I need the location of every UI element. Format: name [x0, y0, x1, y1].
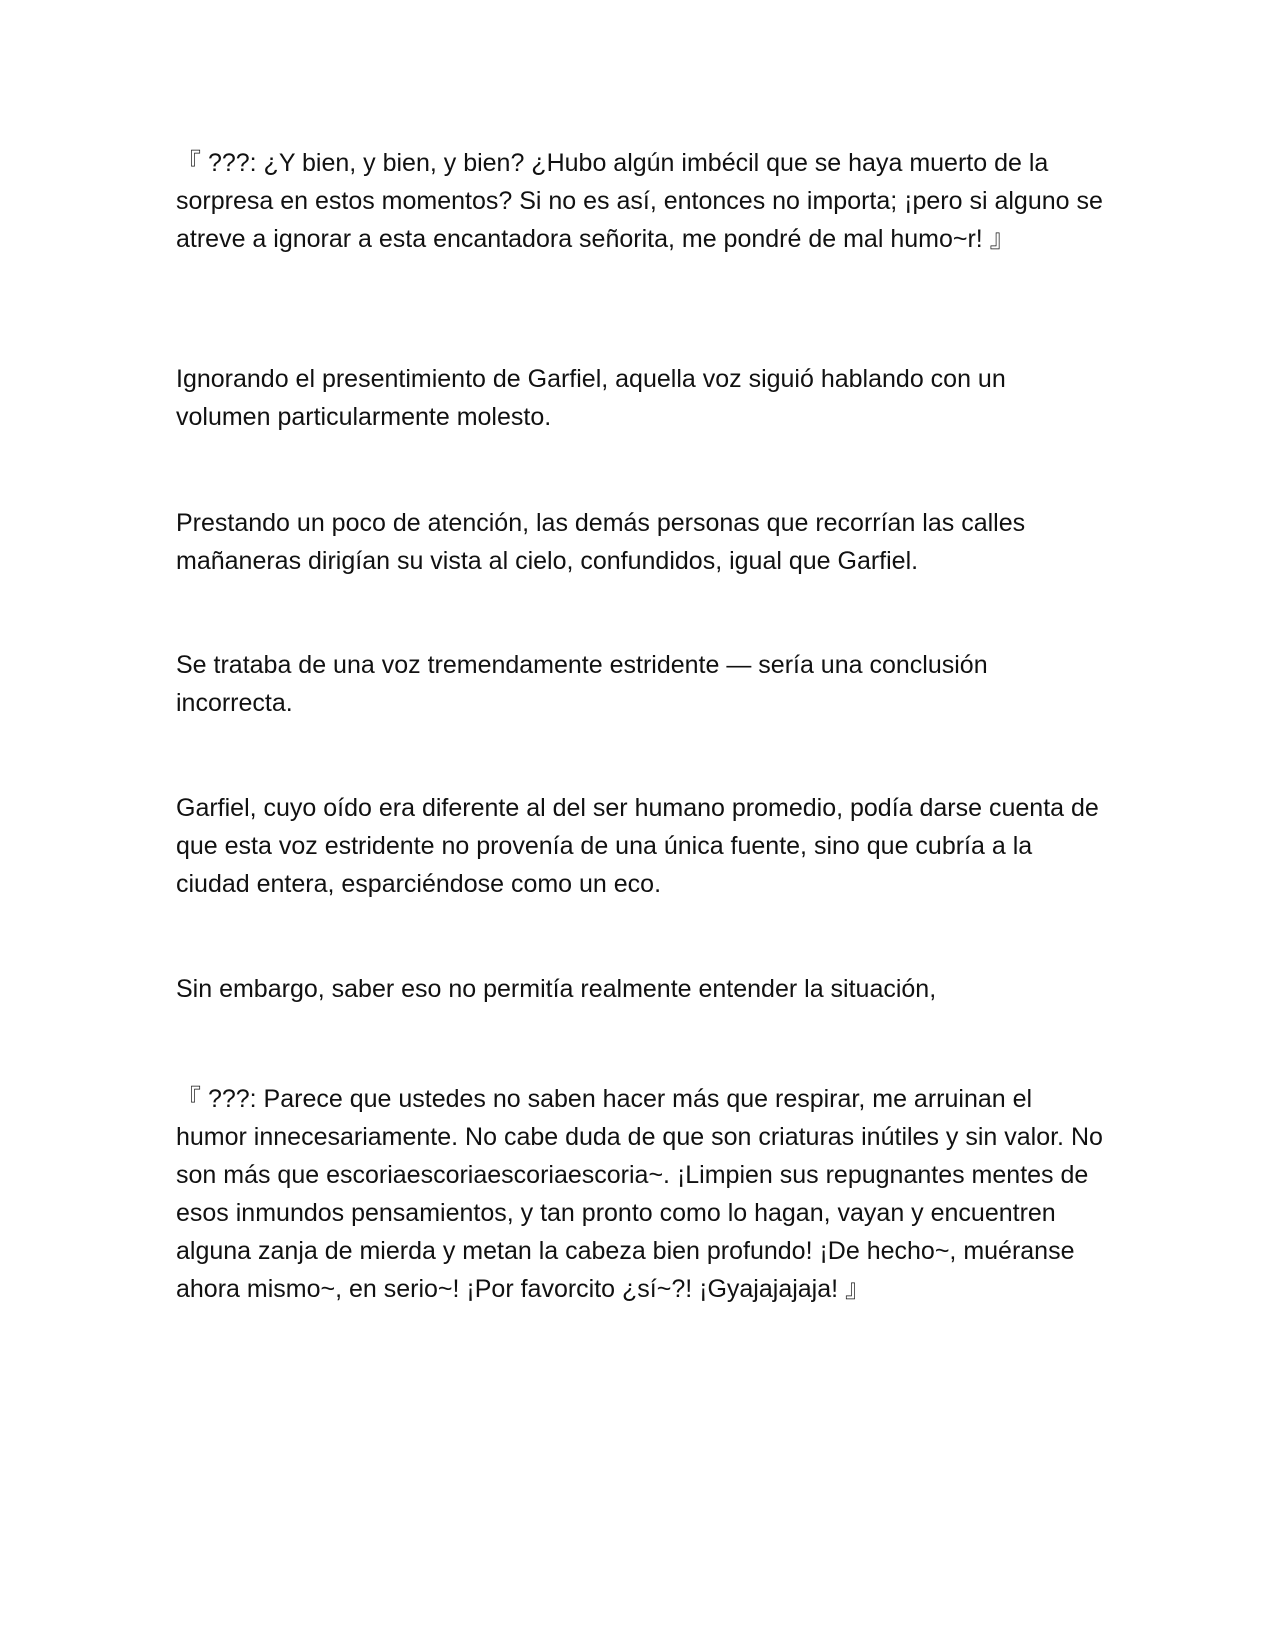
- paragraph-narration-3: Se trataba de una voz tremendamente estridente — sería una conclusión incorrecta.: [176, 651, 988, 717]
- paragraph-dialogue-2: 『 ???: Parece que ustedes no saben hacer más que respirar, me arruinan el humor innecesariamente. No cabe duda de que son criaturas inútiles y sin valor. No son más que escoriaescoriaescoriaescoria~. ¡Limpien sus repugnantes mentes de esos inmundos pensamientos, y tan pronto como lo hagan, vayan y encuentren alguna zanja de mierda y metan la cabeza bien profundo! ¡De hecho~, muéranse ahora mismo~, en serio~! ¡Por favorcito ¿sí~?! ¡Gyajajajaja! 』: [176, 1085, 1103, 1303]
- paragraph-dialogue-1: 『 ???: ¿Y bien, y bien, y bien? ¿Hubo algún imbécil que se haya muerto de la sorpresa en estos momentos? Si no es así, entonces no importa; ¡pero si alguno se atreve a ignorar a esta encantadora señorita, me pondré de mal humo~r! 』: [176, 149, 1103, 253]
- paragraph-narration-1: Ignorando el presentimiento de Garfiel, aquella voz siguió hablando con un volumen particularmente molesto.: [176, 365, 1006, 431]
- paragraph-narration-4: Garfiel, cuyo oído era diferente al del ser humano promedio, podía darse cuenta de que esta voz estridente no provenía de una única fuente, sino que cubría a la ciudad entera, esparciéndose como un eco.: [176, 794, 1099, 898]
- paragraph-narration-5: Sin embargo, saber eso no permitía realmente entender la situación,: [176, 975, 937, 1003]
- paragraph-narration-2: Prestando un poco de atención, las demás personas que recorrían las calles mañaneras dirigían su vista al cielo, confundidos, igual que Garfiel.: [176, 509, 1026, 575]
